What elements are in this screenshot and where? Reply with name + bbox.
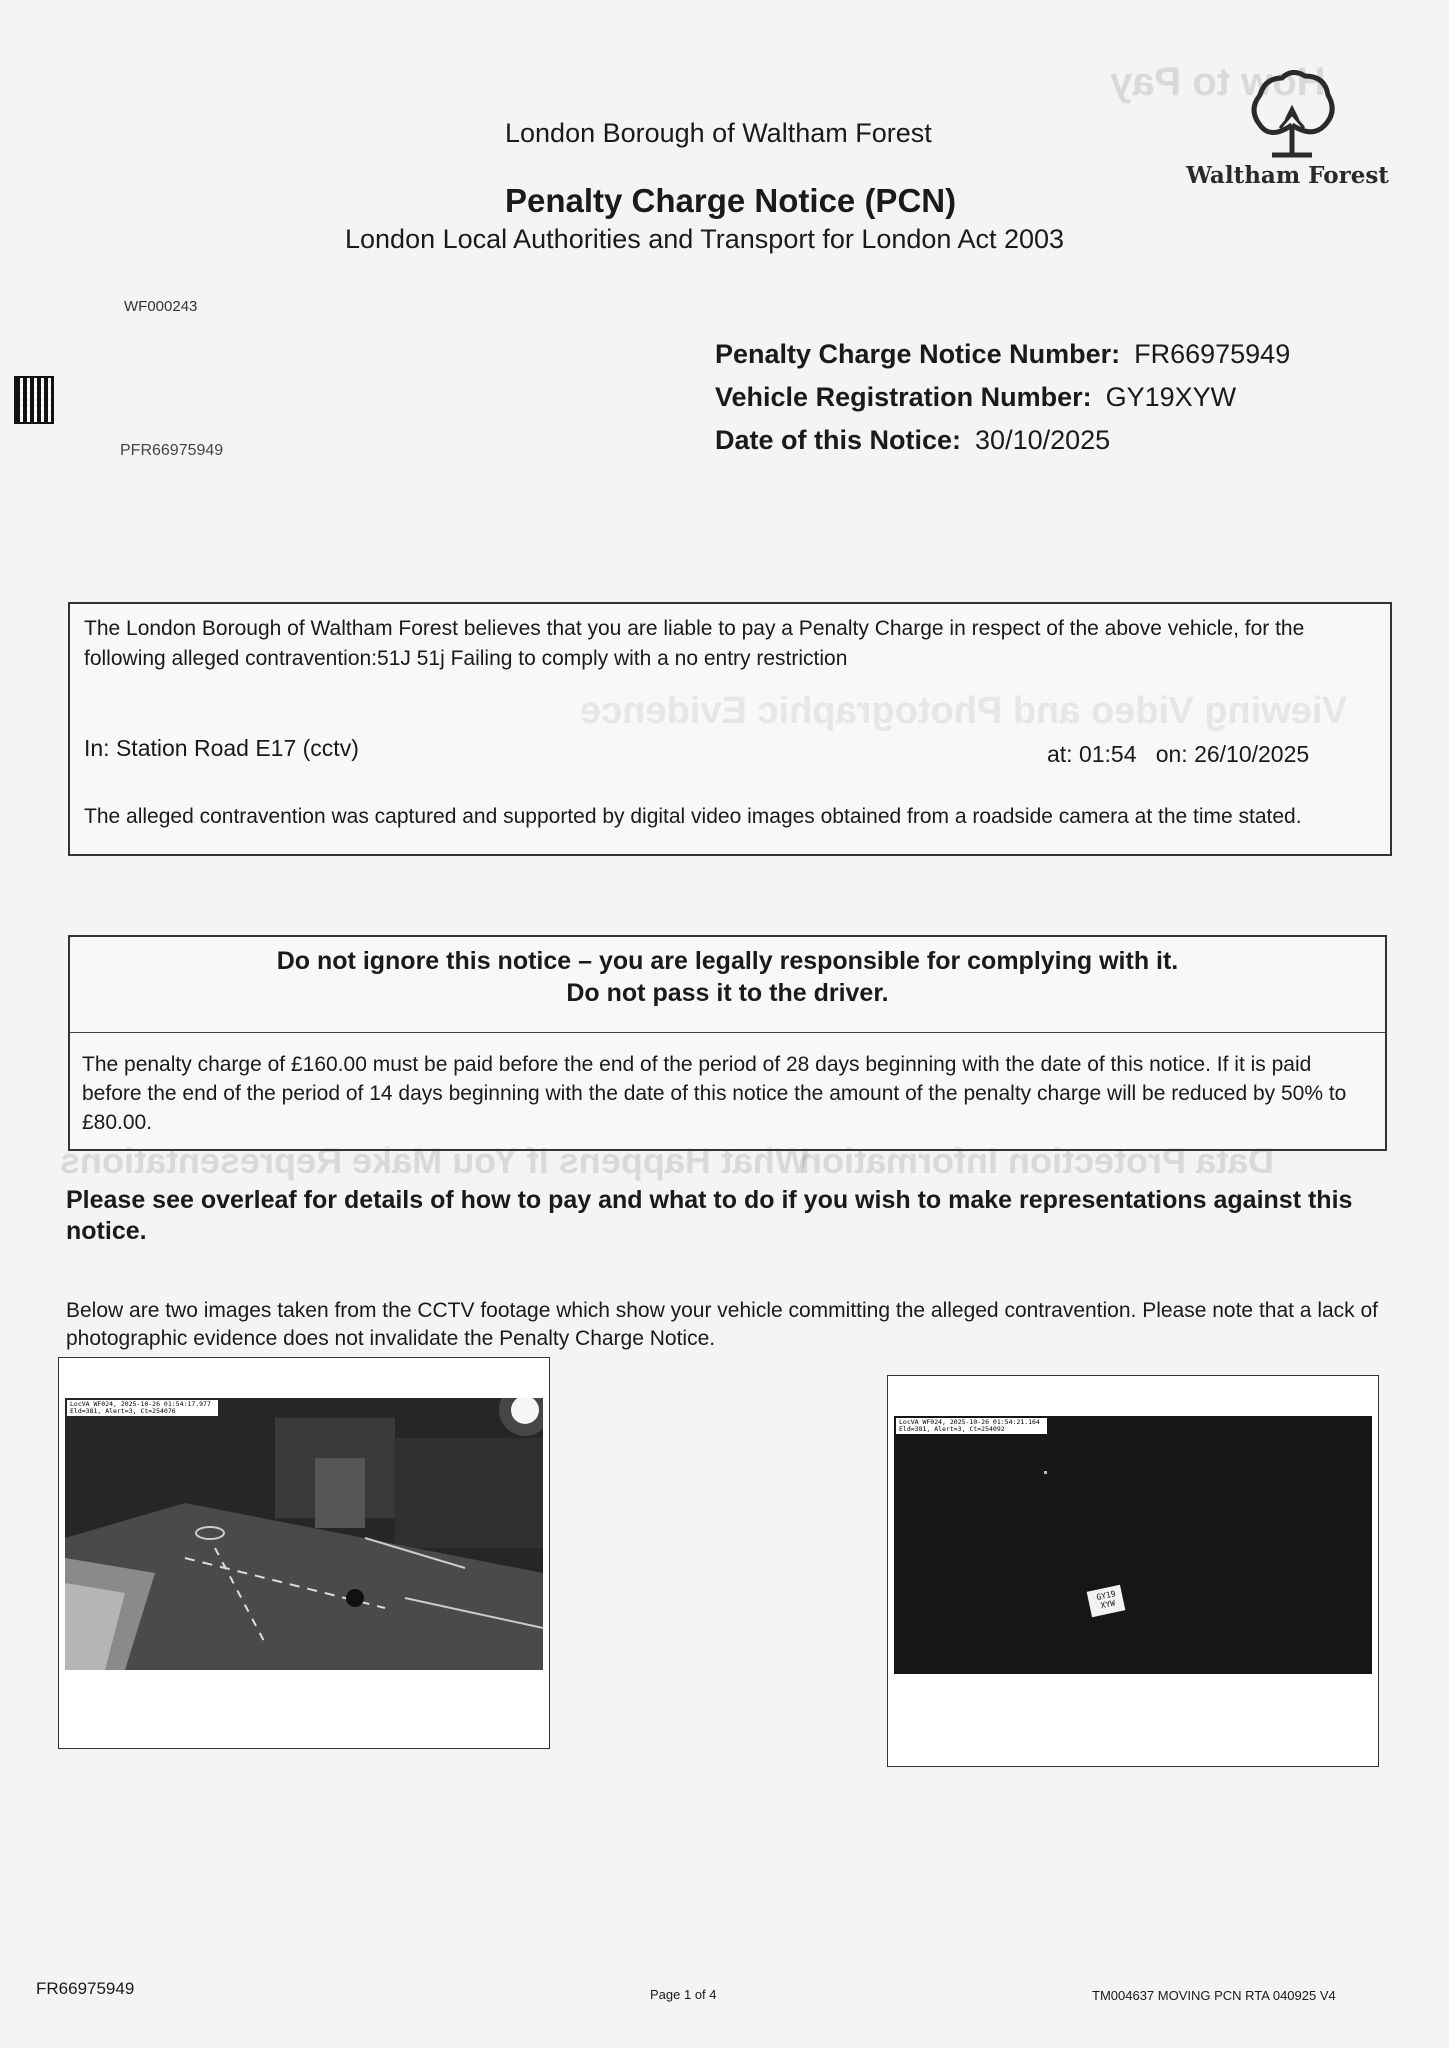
show-through-text: Data Protection Information <box>800 1140 1275 1181</box>
contravention-time-date <box>1047 741 1309 768</box>
page-title: Penalty Charge Notice (PCN) <box>505 182 957 219</box>
warning-box <box>68 935 1387 1151</box>
contravention-date: on: 26/10/2025 <box>1155 741 1310 767</box>
show-through-text: How to Pay <box>1110 60 1326 104</box>
cctv-timestamp: LocVA WF024, 2025-10-26 01:54:17.977 Eld=381, Alert=3, Ct=254076 <box>67 1400 218 1416</box>
driver-warning: Do not pass it to the driver. <box>566 979 889 1007</box>
cctv-explanation: Below are two images taken from the CCTV footage which show your vehicle committing the alleged contravention. Please note that a lack of photographic evidence does not invalidate the Penalty Charge Notice. <box>66 1299 1379 1350</box>
form-code: TM004637 MOVING PCN RTA 040925 V4 <box>1092 1988 1336 2003</box>
pcn-number-row <box>715 333 1290 376</box>
pcn-number-label: Penalty Charge Notice Number: <box>715 339 1121 369</box>
cctv-image-2 <box>887 1375 1379 1767</box>
dark-scene <box>894 1416 1372 1674</box>
contravention-time: at: 01:54 <box>1047 741 1137 767</box>
evidence-statement: The alleged contravention was captured and supported by digital video images obtained from a roadside camera at the time stated. <box>84 805 1302 828</box>
page-number: Page 1 of 4 <box>650 1987 717 2002</box>
pcn-reference: PFR66975949 <box>120 442 224 459</box>
tree-icon <box>1250 70 1335 160</box>
notice-date-label: Date of this Notice: <box>715 425 962 455</box>
number-plate: GY19 XYW <box>1095 1589 1117 1611</box>
contravention-statement: The London Borough of Waltham Forest believes that you are liable to pay a Penalty Charge in respect of the above vehicle, for the following alleged contravention:51J 51j Failing to comply with a no entry restriction <box>84 617 1305 670</box>
footer-reference: FR66975949 <box>36 1979 135 1998</box>
contravention-box <box>68 602 1392 856</box>
contravention-location: In: Station Road E17 (cctv) <box>84 735 359 761</box>
legal-warning: Do not ignore this notice – you are legally responsible for complying with it. <box>276 947 1179 975</box>
divider <box>70 1032 1385 1033</box>
office-code: WF000243 <box>124 298 198 315</box>
show-through-text: What Happens If You Make Representations <box>60 1140 809 1181</box>
barcode-icon <box>14 376 54 424</box>
cctv-photo-street <box>65 1398 543 1670</box>
logo-text: Waltham Forest <box>1186 162 1389 189</box>
vehicle-registration-label: Vehicle Registration Number: <box>715 382 1092 412</box>
vehicle-registration-value: GY19XYW <box>1105 382 1237 412</box>
cctv-image-1 <box>58 1357 550 1749</box>
payment-terms: The penalty charge of £160.00 must be paid before the end of the period of 28 days beginning with the date of this notice. If it is paid before the end of the period of 14 days beginning with the date of this notice the amount of the penalty charge will be reduced by 50% to £80.00. <box>82 1053 1347 1134</box>
cctv-timestamp: LocVA WF024, 2025-10-26 01:54:21.164 Eld=381, Alert=3, Ct=254092 <box>896 1418 1047 1434</box>
pcn-number-value: FR66975949 <box>1134 339 1291 369</box>
overleaf-notice: Please see overleaf for details of how to pay and what to do if you wish to make representations against this notice. <box>66 1186 1353 1245</box>
vehicle-registration-row <box>715 376 1290 419</box>
notice-date-row <box>715 419 1290 462</box>
notice-date-value: 30/10/2025 <box>975 425 1111 455</box>
cctv-photo-plate <box>894 1416 1372 1674</box>
council-logo <box>1175 70 1400 190</box>
notice-details <box>715 333 1290 462</box>
show-through-text: Viewing Video and Photographic Evidence <box>580 690 1348 732</box>
legislation-title: London Local Authorities and Transport for London Act 2003 <box>345 224 1065 254</box>
street-scene <box>65 1398 543 1670</box>
authority-name: London Borough of Waltham Forest <box>505 118 932 148</box>
